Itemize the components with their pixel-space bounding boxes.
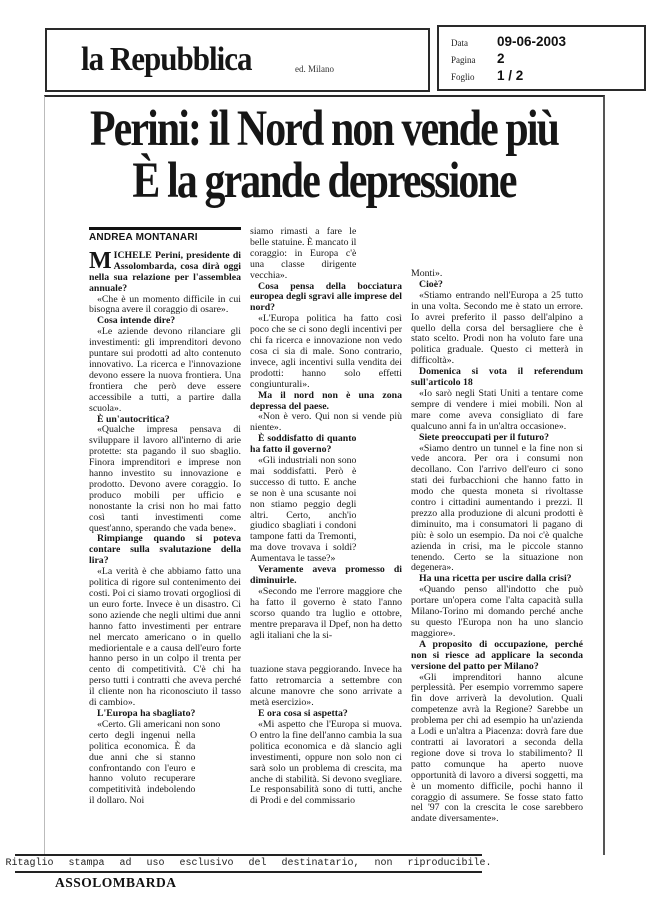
interview-answer: «Qualche impresa pensava di sviluppare il lavoro all'interno di arie protette: sta pagando il suo sbaglio. Finora imprenditori e imprese non hanno investito su innovazione e prodotto. Devono avere coraggio. Io produco mobili per ufficio e nonostante la crisi non ho mai fatto così tanti investimenti come quest'anno, sperando che vada bene». [89, 424, 241, 534]
interview-answer: «La verità è che abbiamo fatto una politica di rigore sul contenimento dei costi. Poi ci siamo trovati orgogliosi di un euro forte. Invece è un disastro. Ci sono aziende che negli ultimi due anni hanno fatto investimenti per entrare nel mercato americano o in quello mediorientale e a causa dell'euro forte hanno perso in un colpo il trenta per cento di competitività. C'è chi ha perso tutti i contratti che aveva perché il cliente non ha riconosciuto il tasso di cambio». [89, 566, 241, 709]
interview-question: È soddisfatto di quanto ha fatto il governo? [250, 433, 357, 456]
headline-line-2: È la grande depressione [132, 152, 516, 209]
sheet-label: Foglio [451, 72, 475, 82]
interview-answer: «Gli industriali non sono mai soddisfatti. Però è successo di tutto. E anche se non è una scusante noi non stiamo peggio degli altri. Certo, anch'io giudico sbagliati i condoni tampone fatti da Tremonti, ma dove trovava i soldi? Aumentava le tasse?» [250, 455, 357, 565]
article-body [45, 211, 603, 839]
reproduction-notice: Ritaglio stampa ad uso esclusivo del destinatario, non riproducibile. [5, 858, 492, 869]
interview-question: Cosa intende dire? [97, 315, 176, 327]
interview-question: Domenica si vota il referendum sull'articolo 18 [411, 366, 583, 389]
interview-question: Ma il nord non è una zona depressa del paese. [250, 389, 402, 412]
lead-paragraph: MICHELE Perini, presidente di Assolombarda, cosa dirà oggi nella sua relazione per l'assemblea annuale? [89, 247, 241, 294]
meta-row-sheet [451, 68, 644, 85]
interview-answer: «Non è vero. Qui non si vende più niente». [250, 411, 402, 434]
sheet-value: 1 / 2 [497, 68, 524, 83]
interview-answer: tuazione stava peggiorando. Invece ha fatto retromarcia a settembre con alcune manovre che sono arrivate a metà esercizio». [250, 664, 402, 709]
clipping-meta-box [437, 25, 646, 91]
interview-question: E ora cosa si aspetta? [258, 708, 348, 720]
interview-question: L'Europa ha sbagliato? [97, 707, 196, 719]
interview-answer: «Mi aspetto che l'Europa si muova. O entro la fine dell'anno cambia la sua politica economica e dà slancio agli investimenti, oppure non solo non ci sarà solo un problema di crescita, ma anche di stabilità. Si devono svegliare. Le responsabilità sono di tutti, anche di Prodi e del commissario [250, 718, 402, 807]
interview-question: A proposito di occupazione, perché non si riesce ad applicare la seconda versione del patto per Milano? [411, 638, 583, 672]
meta-row-page [451, 51, 644, 68]
interview-question: Ha una ricetta per uscire dalla crisi? [419, 573, 572, 585]
interview-answer: «L'Europa politica ha fatto così poco che se ci sono degli incentivi per chi fa ricerca e innovazione non vedo cosa ci sia di male. Sono contrario, invece, agli incentivi sulla vendita dei prodotti: hanno solo effetti congiunturali». [250, 313, 402, 390]
date-label: Data [451, 38, 468, 48]
interview-answer: «Gli imprenditori hanno alcune perplessità. Per esempio vorremmo sapere fin dove arriverà la devolution. Quali competenze avrà la Regione? Sarebbe un problema per chi ad esempio ha un'azienda a Lodi e un'altra a Piacenza: dovrà fare due contratti ai lavoratori a seconda della regione dove si trova lo stabilimento? Il patto comunque ha aperto nuove opportunità di lavoro a diversi soggetti, ma è un momento difficile, pochi hanno il coraggio di assumere. Se fosse stato fatto nel '97 con la crescita le cose sarebbero andate diversamente». [411, 671, 583, 825]
interview-question: Veramente aveva promesso di diminuirle. [250, 564, 402, 586]
interview-answer: siamo rimasti a fare le belle statuine. È mancato il coraggio: in Europa c'è una classe dirigente vecchia». [250, 226, 357, 281]
article-frame [44, 95, 605, 855]
assolombarda-label: ASSOLOMBARDA [55, 875, 177, 890]
interview-answer: «Certo. Gli americani non sono [97, 718, 221, 730]
headline-line-1: Perini: il Nord non vende più [89, 100, 559, 157]
interview-answer: «Che è un momento difficile in cui bisogna avere il coraggio di osare». [89, 293, 241, 316]
interview-answer: «Quando penso all'indotto che può portare un'opera come l'alta capacità sulla Milano-Torino mi domando perché anche su questo l'Europa non ha uno slancio maggiore». [411, 584, 583, 639]
reproduction-notice-box [5, 854, 492, 873]
article-column-2 [250, 227, 402, 839]
interview-answer: «Stiamo entrando nell'Europa a 25 tutto in una volta. Secondo me è stato un errore. Io avrei preferito il passo dell'alpino a quello della corsa del bersagliere che è stato scelto. Prodi non ha voluto fare una politica graduale. Questo ci metterà in difficoltà». [411, 289, 583, 367]
headline [45, 97, 603, 211]
newspaper-logo-box [45, 28, 430, 92]
edition-label: ed. Milano [295, 64, 334, 74]
interview-question: Rimpiange quando si poteva contare sulla svalutazione della lira? [89, 533, 241, 567]
page-value: 2 [497, 51, 505, 66]
newspaper-logo: la Repubblica [81, 40, 252, 78]
page-label: Pagina [451, 55, 476, 65]
interview-question: Cioè? [419, 278, 443, 290]
date-value: 09-06-2003 [497, 34, 567, 49]
interview-answer: Monti». [411, 268, 443, 279]
interview-answer: «Secondo me l'errore maggiore che ha fatto il governo è stato l'anno scorso quando tra luglio e ottobre, mentre preparava il Dpef, non ha detto agli italiani che la si- [250, 585, 402, 641]
byline: ANDREA MONTANARI [89, 227, 241, 244]
interview-question: Siete preoccupati per il futuro? [419, 431, 550, 443]
article-column-1 [89, 227, 241, 839]
meta-row-date [451, 34, 644, 51]
interview-answer: certo degli ingenui nella politica economica. È da due anni che si stanno confrontando con l'euro e hanno voluto recuperare competitività indebolendo il dollaro. Noi [89, 729, 196, 807]
drop-cap: M [89, 247, 112, 274]
photo-gap [250, 641, 402, 665]
interview-answer: «Io sarò negli Stati Uniti a tentare come sempre di vendere i miei mobili. Non al mare come aveva consigliato di fare qualcuno anni fa in un'altra occasione». [411, 387, 583, 432]
interview-question: È un'autocritica? [97, 413, 170, 425]
interview-answer: «Le aziende devono rilanciare gli investimenti: gli imprenditori devono puntare sui prodotti ad alto contenuto innovativo. La ricerca e l'innovazione devono essere la nuova frontiera. Una frontiera che però deve essere accessibile a tutti, a partire dalla scuola». [89, 326, 241, 414]
interview-question: Cosa pensa della bocciatura europea degli sgravi alle imprese del nord? [250, 280, 402, 314]
article-column-3 [411, 227, 583, 839]
interview-answer: «Siamo dentro un tunnel e la fine non si vede ancora. Per ora i consumi non decollano. Con l'arrivo dell'euro ci sono stati dei furbacchioni che hanno fatto in modo che questa moneta si rivoltasse contro i cittadini aumentando i prezzi. Il prezzo alla produzione di alcuni prodotti è diminuito, ma i consumatori li pagano di più: è solo un esempio. Da noi c'è qualche azienda in crisi, ma le piccole stanno tenendo. Certo se la situazione non degenera». [411, 442, 583, 574]
